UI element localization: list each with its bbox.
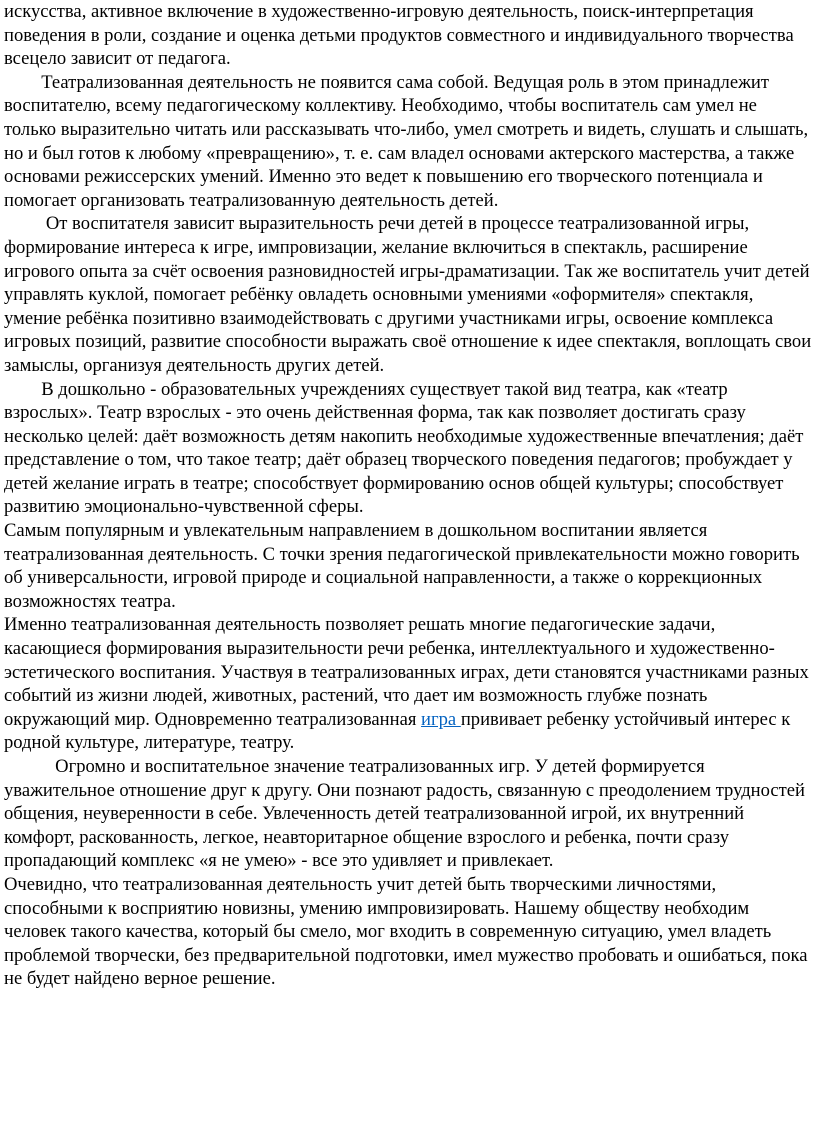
paragraph-4-text: В дошкольно - образовательных учреждениях существует такой вид театра, как «театр взрослых». Театр взрослых - это очень действенная форма, так как позволяет достигать сразу несколько целей: даёт возможность детям накопить необходимые художественные впечатления; даёт представление о том, что такое театр; даёт образец творческого поведения педагогов; пробуждает у детей желание играть в театре; способствует формированию основ общей культуры; способствует развитию эмоционально-чувственной сферы. [4, 378, 809, 518]
paragraph-2-text: Театрализованная деятельность не появится сама собой. Ведущая роль в этом принадлежит воспитателю, всему педагогическому коллективу. Необходимо, чтобы воспитатель сам умел не только выразительно читать или рассказывать что-либо, умел смотреть и видеть, слушать и слышать, но и был готов к любому «превращению», т. е. сам владел основами актерского мастерства, а также основами режиссерских умений. Именно это ведет к повышению его творческого потенциала и помогает организовать театрализованную деятельность детей. [4, 71, 813, 211]
paragraph-8 [4, 873, 812, 991]
paragraph-5-text: Самым популярным и увлекательным направлением в дошкольном воспитании является театрализованная деятельность. С точки зрения педагогической привлекательности можно говорить об универсальности, игровой природе и социальной направленности, а также о коррекционных возможностях театра. [4, 520, 805, 612]
igra-link[interactable]: игра [421, 708, 461, 730]
paragraph-3-indent [4, 213, 46, 234]
document-page [4, 0, 816, 991]
paragraph-2-indent [4, 72, 41, 93]
paragraph-6-text-before: Именно театрализованная деятельность позволяет решать многие педагогические задачи, касающиеся формирования выразительности речи ребенка, интеллектуального и художественно-эстетического воспитания. Участвуя в театрализованных играх, дети становятся участниками разных событий из жизни людей, животных, растений, что дает им возможность глубже познать окружающий мир. Одновременно театрализованная [4, 614, 814, 730]
paragraph-7 [4, 755, 812, 873]
paragraph-8-text: Очевидно, что театрализованная деятельность учит детей быть творческими личностями, способными к восприятию новизны, умению импровизировать. Нашему обществу необходим человек такого качества, который бы смело, мог входить в современную ситуацию, умел владеть проблемой творчески, без предварительной подготовки, имел мужество пробовать и ошибаться, пока не будет найдено верное решение. [4, 873, 813, 990]
paragraph-5 [4, 519, 812, 613]
paragraph-4-indent [4, 379, 41, 400]
paragraph-1-text: искусства, активное включение в художественно-игровую деятельность, поиск-интерпретация поведения в роли, создание и оценка детьми продуктов совместного и индивидуального творчества всецело зависит от педагога. [4, 1, 799, 70]
paragraph-3 [4, 212, 816, 377]
paragraph-3-text: От воспитателя зависит выразительность речи детей в процессе театрализованной игры, формирование интереса к игре, импровизации, желание включиться в спектакль, расширение игрового опыта за счёт освоения разновидностей игры-драматизации. Так же воспитатель учит детей управлять куклой, помогает ребёнку овладеть основными умениями «оформителя» спектакля, умение ребёнка позитивно взаимодействовать с другими участниками игры, освоение комплекса игровых позиций, развитие способности выражать своё отношение к идее спектакля, воплощать свои замыслы, организуя деятельность других детей. [4, 213, 816, 376]
paragraph-1 [4, 0, 812, 71]
paragraph-2 [4, 71, 812, 213]
paragraph-6 [4, 613, 812, 755]
paragraph-7-indent [4, 756, 55, 777]
paragraph-4 [4, 378, 812, 520]
paragraph-6-text-after: прививает ребенку устойчивый интерес к родной культуре, литературе, театру. [4, 708, 795, 754]
paragraph-7-text: Огромно и воспитательное значение театрализованных игр. У детей формируется уважительное отношение друг к другу. Они познают радость, связанную с преодолением трудностей общения, неуверенности в себе. Увлеченность детей театрализованной игрой, их внутренний комфорт, раскованность, легкое, неавторитарное общение взрослого и ребенка, почти сразу пропадающий комплекс «я не умею» - все это удивляет и привлекает. [4, 756, 810, 872]
